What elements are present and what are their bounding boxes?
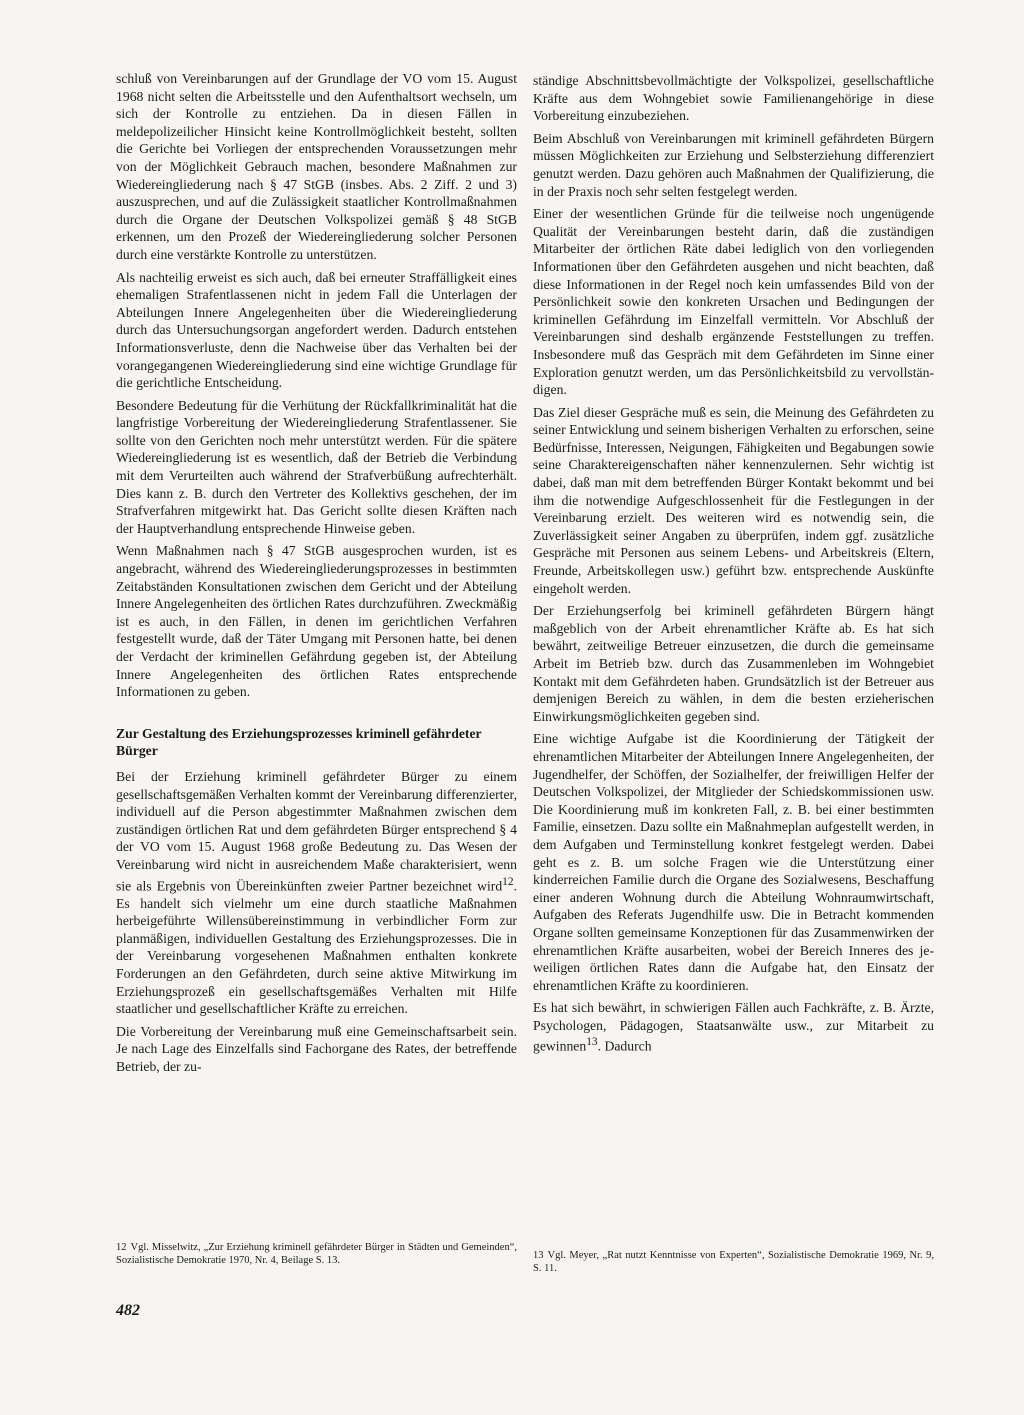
paragraph: Als nachteilig erweist es sich auch, daß bei erneuter Straffälligkeit eines ehemaligen Strafentlassenen nicht in jedem Fall die Unterlagen der Abteilungen Innere Angelegenheiten über die Wiedereingliederung durch das Untersuchungsorgan angefordert werden. Dadurch entstehen Informationsverluste, denn die Nachweise über das Verhalten bei der vorangegangenen Wiedereingliederung sind eine wichtige Grundlage für die gerichtliche Entscheidung. bbox=[116, 269, 517, 391]
paragraph bbox=[533, 999, 934, 1055]
footnote-12 bbox=[116, 1241, 517, 1267]
footnote-number: 13 bbox=[533, 1250, 544, 1261]
paragraph: Einer der wesentlichen Gründe für die teilweise noch ungenügende Qualität der Vereinbarungen besteht darin, daß die zuständigen Mitarbeiter der örtlichen Räte dabei lediglich von den vorliegenden Informationen über den Gefährdeten ausgehen und nicht beachten, daß diese Informationen in der Regel noch kein umfassendes Bild von der Persönlichkeit sowie den konkreten Ursachen und Bedingungen der kriminellen Gefährdung im Einzelfall vermitteln. Vor Abschluß der Vereinbarungen sind deshalb ergänzende Feststellungen zu treffen. Insbesondere muß das Gespräch mit dem Gefährdeten im Sinne einer Exploration genutzt werden, um das Persönlichkeitsbild zu vervollständigen. bbox=[533, 206, 934, 398]
paragraph: Besondere Bedeutung für die Verhütung der Rückfallkriminalität hat die langfristige Vorbereitung der Wiedereingliederung Strafentlassener. Sie sollte von den Gerichten noch mehr unterstützt werden. Für die spätere Wiedereingliederung ist es wesentlich, daß der Betrieb die Verbindung mit dem Verurteilten auch während der Strafverbüßung aufrechterhält. Dies kann z. B. durch den Vertreter des Kollektivs geschehen, der im Strafverfahren mitgewirkt hat. Das Gericht sollte diesen Kräften nach der Hauptverhandlung entsprechende Hinweise geben. bbox=[116, 397, 517, 536]
paragraph: Wenn Maßnahmen nach § 47 StGB ausgesprochen wurden, ist es angebracht, während des Wiedereingliederungsprozesses in bestimmten Zeitabständen Konsultationen zwischen dem Gericht und der Abteilung Innere Angelegenheiten des örtlichen Rates durchzuführen. Zweckmäßig ist es auch, in den Fällen, in denen im gerichtlichen Verfahren festgestellt wurde, daß der Täter Umgang mit Personen hatte, bei denen der Verdacht der kriminellen Gefährdung gegeben ist, der Abteilung Innere Angelegenheiten des örtlichen Rates entsprechende Informationen zu geben. bbox=[116, 543, 517, 700]
paragraph: Die Vorbereitung der Vereinbarung muß eine Gemeinschaftsarbeit sein. Je nach Lage des Einzelfalls sind Fachorgane des Rates, der betreffende Betrieb, der zu- bbox=[116, 1023, 517, 1075]
paragraph: Eine wichtige Aufgabe ist die Koordinierung der Tätigkeit der ehrenamtlichen Mitarbeiter der Abteilungen Innere Angelegenheiten, der Jugendhelfer, der Schöffen, der Sozialhelfer, der freiwilligen Helfer der Deutschen Volkspolizei, der Mitglieder der Schiedskommissionen usw. Die Koordinierung muß im konkreten Fall, z. B. bei einer bestimmten Familie, einsetzen. Dazu sollte ein Maßnahmeplan aufgestellt werden, in dem Aufgaben und Terminstellung konkret festgelegt werden. Dabei geht es z. B. um solche Fragen wie die Unterstützung einer kinderreichen Familie durch die Organe des Sozialwesens, Beschaffung einer anderen Wohnung durch die Abteilung Wohnraumwirtschaft, Aufgaben des Referats Jugendhilfe usw. Die in Betracht kommenden Organe sollten gemeinsame Konzeptionen für das Zusammenwirken der ehrenamtlichen Kräfte ausarbeiten, wobei der Bereich Inneres des jeweiligen örtlichen Rates dann die Aufgabe hat, den Einsatz der ehrenamtlichen Kräfte zu koordinieren. bbox=[533, 731, 934, 993]
paragraph: ständige Abschnittsbevollmächtigte der Volkspolizei, gesellschaftliche Kräfte aus dem Wohngebiet sowie Familienangehörige in diese Vorbereitung einzubeziehen. bbox=[533, 73, 934, 124]
paragraph bbox=[116, 768, 517, 1018]
right-column bbox=[533, 72, 934, 1061]
page-number: 482 bbox=[116, 1302, 140, 1319]
paragraph: Das Ziel dieser Gespräche muß es sein, die Meinung des Gefährdeten zu seiner Entwicklung und seinem bisherigen Verhalten zu erforschen, seine Bedürfnisse, Interessen, Neigungen, Fähigkeiten und Begabungen sowie seine Charaktereigenschaften näher kennenzulernen. Sehr wichtig ist dabei, daß man mit dem betreffenden Bürger Kontakt bekommt und bei ihm die notwendige Aufgeschlossenheit für die Festlegungen in der Vereinbarung erzielt. Des weiteren wird es notwendig sein, die Zuverlässigkeit seiner Angaben zu überprüfen, indem ggf. zusätzliche Gespräche mit Personen aus seinem Lebens- und Arbeitskreis (Eltern, Freunde, Arbeitskollegen usw.) geführt bzw. entsprechende Auskünfte eingeholt werden. bbox=[533, 404, 934, 596]
footnote-number: 12 bbox=[116, 1242, 127, 1253]
footnote-13 bbox=[533, 1249, 934, 1275]
paragraph: Beim Abschluß von Vereinbarungen mit kriminell gefährdeten Bürgern müssen Möglichkeiten zur Erziehung und Selbsterziehung differenziert genutzt werden. Dazu gehören auch Maßnahmen der Qualifizierung, die in der Praxis noch sehr selten festgelegt werden. bbox=[533, 130, 934, 199]
paragraph: Der Erziehungserfolg bei kriminell gefährdeten Bürgern hängt maßgeblich von der Arbeit ehrenamtlicher Kräfte ab. Es hat sich bewährt, zeitweilige Betreuer einzusetzen, die durch die gemeinsame Arbeit im Betrieb bzw. durch das Zusammenleben im Wohngebiet Kontakt mit dem Gefährdeten haben. Grundsätzlich ist der Betreuer aus demjenigen Bereich zu wählen, in dem die besten erzieherischen Einwirkungsmöglichkeiten gegeben sind. bbox=[533, 603, 934, 724]
paragraph-text: Bei der Erziehung kriminell gefährdeter Bürger zu einem gesellschaftsgemäßen Verhalten kommt der Vereinbarung differenzierter, individuell auf die Person abgestimmter Maßnahmen zwischen dem zuständigen örtlichen Rat und dem gefährdeten Bürger entsprechend § 4 der VO vom 15. August 1968 große Bedeutung zu. Das Wesen der Vereinbarung wird nicht in ausreichendem Maße charakterisiert, wenn sie als Ergebnis von Übereinkünften zweier Partner bezeichnet wird bbox=[116, 768, 517, 894]
paragraph-text: Es hat sich bewährt, in schwierigen Fällen auch Fachkräfte, z. B. Ärzte, Psychologen, Pädagogen, Staatsanwälte usw., zur Mitarbeit zu gewinnen bbox=[533, 1000, 934, 1055]
footnote-text: Vgl. Misselwitz, „Zur Erziehung kriminell gefährdeter Bürger in Städten und Gemeinden“, Sozialistische Demokratie 1970, Nr. 4, Beilage S. 13. bbox=[116, 1242, 517, 1266]
footnote-text: Vgl. Meyer, „Rat nutzt Kenntnisse von Experten“, Sozialistische Demokratie 1969, Nr. 9, S. 11. bbox=[533, 1250, 934, 1274]
footnote-ref-13: 13 bbox=[586, 1036, 598, 1049]
footnote-ref-12: 12 bbox=[502, 875, 514, 888]
section-heading: Zur Gestaltung des Erziehungsprozesses kriminell gefährdeter Bürger bbox=[116, 725, 482, 759]
paragraph-text: . Dadurch bbox=[597, 1039, 652, 1055]
paragraph-text: . Es handelt sich vielmehr um eine durch staatliche Maßnahmen herbeigeführte Willensübereinstimmung in verbindlicher Form zur planmäßigen, individuellen Gestaltung des Erziehungsprozesses. Die in der Vereinbarung vorgesehenen Maßnahmen enthalten konkrete Forderungen an den Gefährdeten, durch seine aktive Mitwirkung im Erziehungsprozeß ein gesellschaftsgemäßes Verhalten mit Hilfe staatlicher und gesellschaftlicher Kräfte zu erreichen. bbox=[116, 878, 517, 1017]
left-column bbox=[116, 70, 517, 1081]
paragraph: schluß von Vereinbarungen auf der Grundlage der VO vom 15. August 1968 nicht selten die Arbeitsstelle und den Aufenthaltsort wechseln, um sich der Kontrolle zu entziehen. Da in diesen Fällen in meldepolizeilicher Hinsicht keine Kontrollmöglichkeit besteht, sollten die Gerichte bei Vorliegen der entsprechenden Voraussetzungen mehr von der Möglichkeit Gebrauch machen, besondere Maßnahmen zur Wiedereingliederung nach § 47 StGB (insbes. Abs. 2 Ziff. 2 und 3) auszusprechen, und auf die Zulässigkeit staatlicher Kontrollmaßnahmen durch die Organe der Deutschen Volkspolizei gemäß § 48 StGB erkennen, um den Prozeß der Wiedereingliederung solcher Personen durch eine verstärkte Kontrolle zu unterstützen. bbox=[116, 71, 517, 262]
